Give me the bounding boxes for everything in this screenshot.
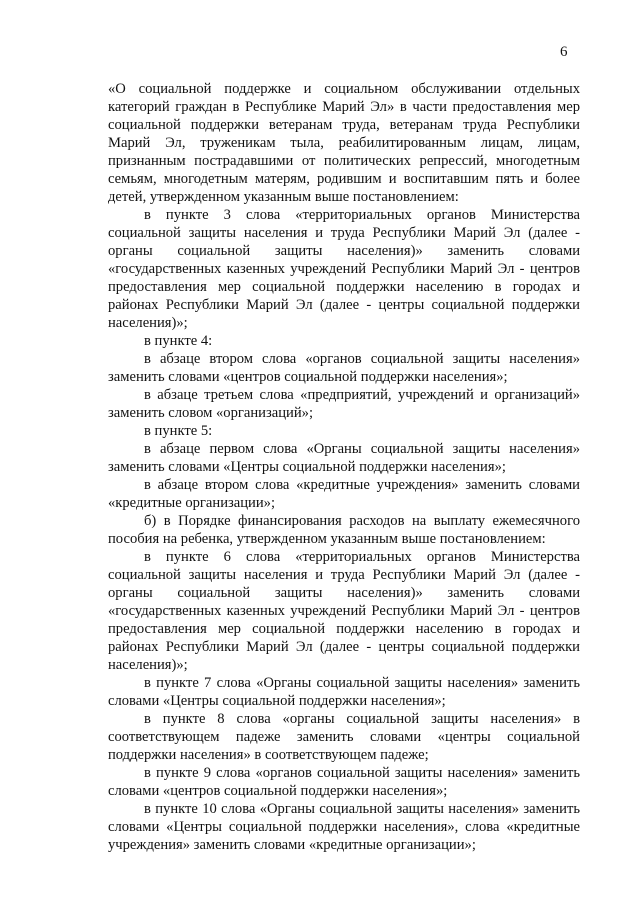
paragraph: в пункте 3 слова «территориальных органов Министерства социальной защиты населения и труда Республики Марий Эл (далее - органы социальной защиты населения)» заменить словами «государственных казенных учреждений Республики Марий Эл - центров предоставления мер социальной поддержки населению в городах и районах Республики Марий Эл (далее - центры социальной поддержки населения)»;	[108, 207, 580, 331]
paragraph: в пункте 5:	[144, 423, 213, 439]
paragraph: «О социальной поддержке и социальном обслуживании отдельных категорий граждан в Республике Марий Эл» в части предоставления мер социальной поддержки ветеранам труда, ветеранам труда Республики Марий Эл, труженикам тыла, реабилитированным лицам, лицам, признанным пострадавшими от политических репрессий, многодетным семьям, многодетным матерям, родившим и воспитавшим пять и более детей, утвержденном указанным выше постановлением:	[108, 81, 580, 205]
paragraph: в абзаце втором слова «органов социальной защиты населения» заменить словами «центров социальной поддержки населения»;	[108, 351, 580, 385]
paragraph: в пункте 8 слова «органы социальной защиты населения» в соответствующем падеже заменить словами «центры социальной поддержки населения» в соответствующем падеже;	[108, 711, 580, 763]
paragraph: в пункте 9 слова «органов социальной защиты населения» заменить словами «центров социальной поддержки населения»;	[108, 765, 580, 799]
paragraph: в абзаце втором слова «кредитные учреждения» заменить словами «кредитные организации»;	[108, 477, 580, 511]
paragraph: в пункте 4:	[144, 333, 213, 349]
paragraph: б) в Порядке финансирования расходов на выплату ежемесячного пособия на ребенка, утвержденном указанным выше постановлением:	[108, 513, 580, 547]
document-body	[108, 80, 580, 854]
paragraph: в абзаце третьем слова «предприятий, учреждений и организаций» заменить словом «организаций»;	[108, 387, 580, 421]
paragraph: в пункте 10 слова «Органы социальной защиты населения» заменить словами «Центры социальной поддержки населения», слова «кредитные учреждения» заменить словами «кредитные организации»;	[108, 801, 580, 853]
paragraph: в абзаце первом слова «Органы социальной защиты населения» заменить словами «Центры социальной поддержки населения»;	[108, 441, 580, 475]
paragraph: в пункте 6 слова «территориальных органов Министерства социальной защиты населения и труда Республики Марий Эл (далее - органы социальной защиты населения)» заменить словами «государственных казенных учреждений Республики Марий Эл - центров предоставления мер социальной поддержки населению в городах и районах Республики Марий Эл (далее - центры социальной поддержки населения)»;	[108, 549, 580, 673]
paragraph: в пункте 7 слова «Органы социальной защиты населения» заменить словами «Центры социальной поддержки населения»;	[108, 675, 580, 709]
page-number: 6	[560, 44, 568, 60]
